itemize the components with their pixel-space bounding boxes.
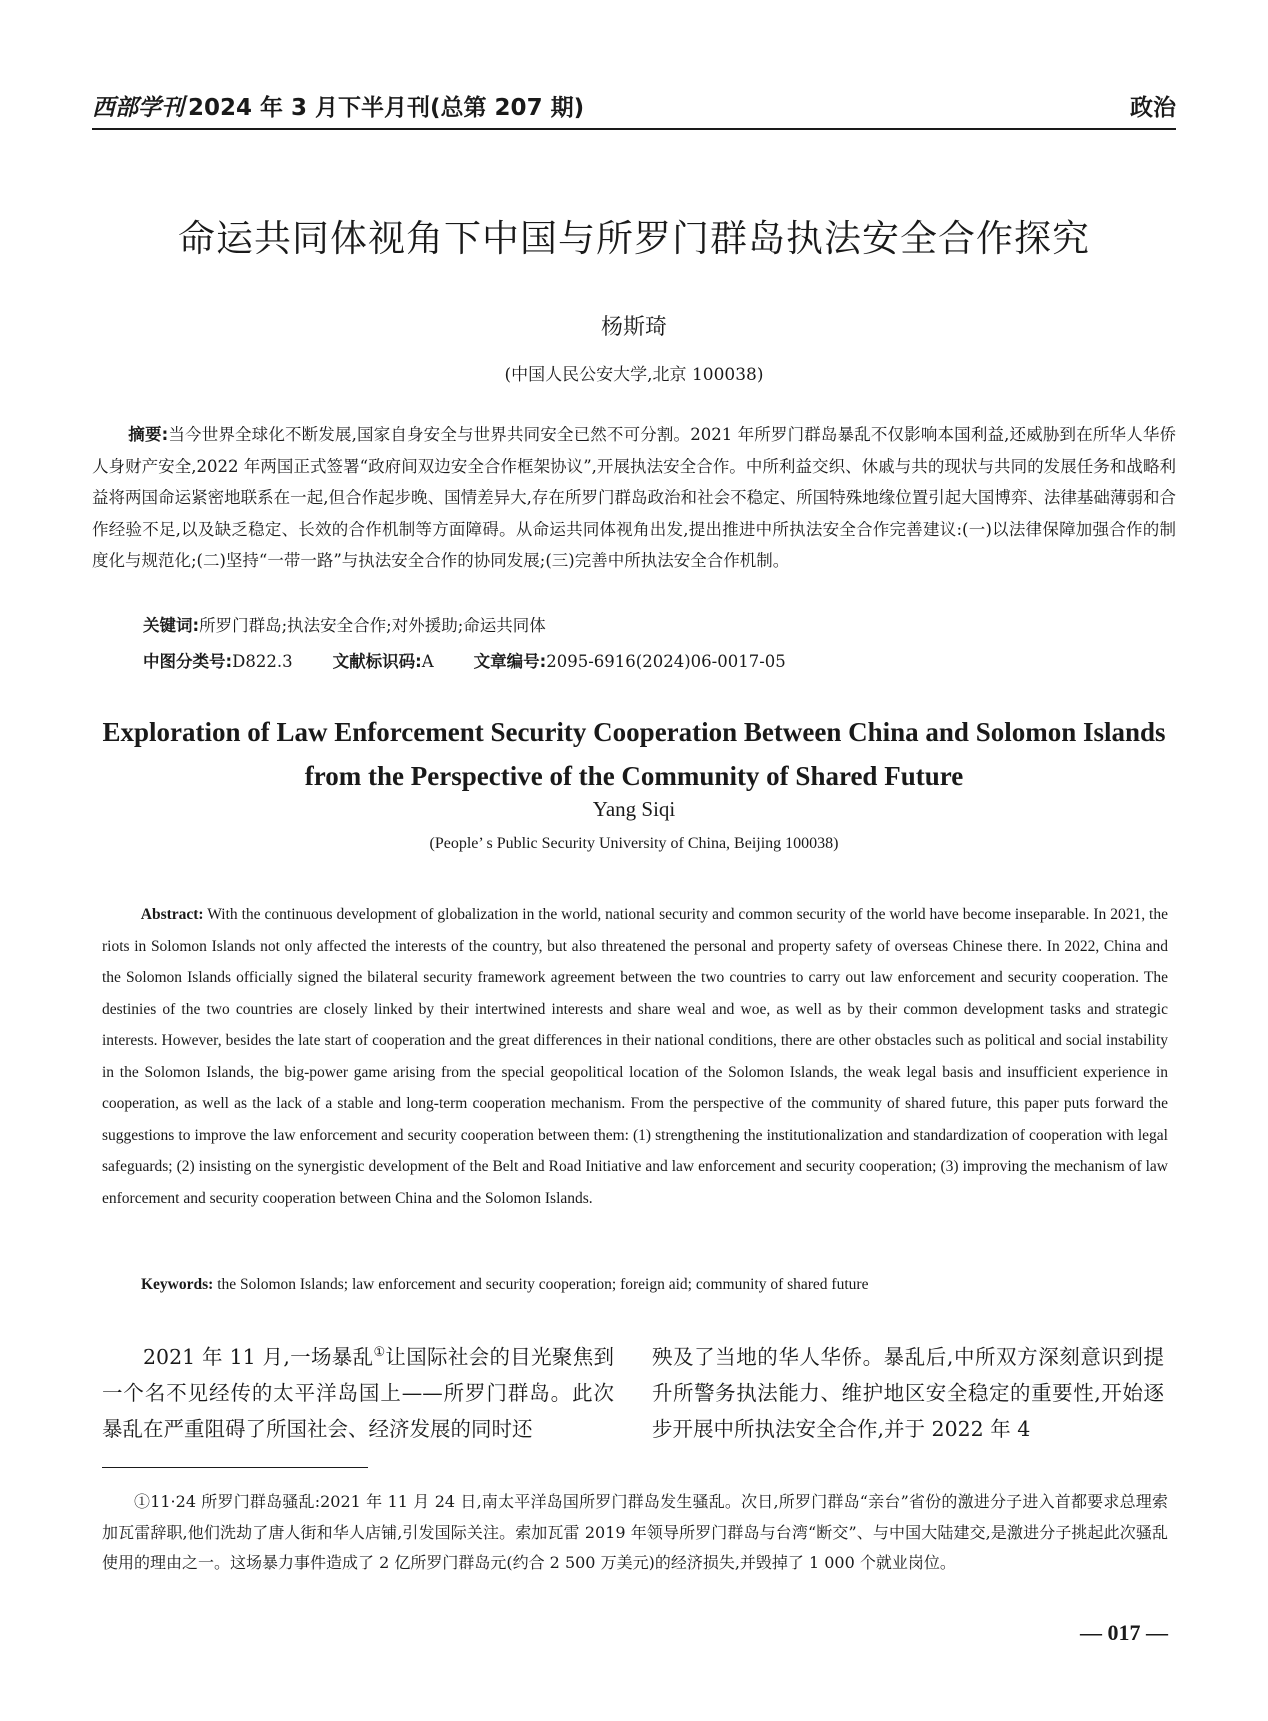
clc-label: 中图分类号: xyxy=(143,652,233,671)
abstract-en-text: With the continuous development of globalization in the world, national security and common security of the world have become inseparable. In 2021, the riots in Solomon Islands not only affected the interests of the country, but also threatened the personal and property safety of overseas Chinese there. In 2022, China and the Solomon Islands officially signed the bilateral security framework agreement between the two countries to carry out law enforcement and security cooperation. The destinies of the two countries are closely linked by their intertwined interests and share weal and woe, as well as by their common development tasks and strategic interests. However, besides the late start of cooperation and the great differences in their national conditions, there are other obstacles such as political and social instability in the Solomon Islands, the big-power game arising from the special geopolitical location of the Solomon Islands, the weak legal basis and insufficient experience in cooperation, as well as the lack of a stable and long-term cooperation mechanism. From the perspective of the community of shared future, this paper puts forward the suggestions to improve the law enforcement and security cooperation between them: (1) strengthening the institutionalization and standardization of cooperation with legal safeguards; (2) insisting on the synergistic development of the Belt and Road Initiative and law enforcement and security cooperation; (3) improving the mechanism of law enforcement and security cooperation between China and the Solomon Islands. xyxy=(102,906,1168,1207)
keywords-en-text: the Solomon Islands; law enforcement and security cooperation; foreign aid; community of shared future xyxy=(217,1276,869,1293)
affiliation-cn: (中国人民公安大学,北京 100038) xyxy=(504,365,764,385)
abstract-cn xyxy=(92,419,1176,577)
abstract-cn-label: 摘要: xyxy=(128,425,169,444)
abstract-en xyxy=(102,899,1168,1214)
keywords-cn xyxy=(143,612,1176,636)
body-column-left xyxy=(102,1339,614,1447)
keywords-en xyxy=(141,1276,1168,1294)
doc-code-item xyxy=(333,648,434,672)
article-no-label: 文章编号: xyxy=(473,652,547,671)
page-number: — 017 — xyxy=(1080,1620,1168,1645)
footnote-divider xyxy=(102,1467,368,1468)
body-text-left-pre: 2021 年 11 月,一场暴乱 xyxy=(143,1345,374,1369)
clc-value: D822.3 xyxy=(232,652,293,671)
journal-logo: 西部学刊 xyxy=(92,94,184,121)
article-no-value: 2095-6916(2024)06-0017-05 xyxy=(546,652,786,671)
keywords-en-label: Keywords: xyxy=(141,1276,214,1293)
author-en: Yang Siqi xyxy=(592,797,676,821)
journal-info xyxy=(92,89,584,122)
keywords-cn-text: 所罗门群岛;执法安全合作;对外援助;命运共同体 xyxy=(199,616,546,635)
keywords-cn-label: 关键词: xyxy=(143,616,200,635)
doc-code-label: 文献标识码: xyxy=(332,652,422,671)
article-no-item xyxy=(474,648,786,672)
abstract-cn-text: 当今世界全球化不断发展,国家自身安全与世界共同安全已然不可分割。2021 年所罗门群岛暴乱不仅影响本国利益,还威胁到在所华人华侨人身财产安全,2022 年两国正式签署“政府间双边安全合作框架协议”,开展执法安全合作。中所利益交织、休戚与共的现状与共同的发展任务和战略利益将两国命运紧密地联系在一起,但合作起步晚、国情差异大,存在所罗门群岛政治和社会不稳定、所国特殊地缘位置引起大国博弈、法律基础薄弱和合作经验不足,以及缺乏稳定、长效的合作机制等方面障碍。从命运共同体视角出发,提出推进中所执法安全合作完善建议:(一)以法律保障加强合作的制度化与规范化;(二)坚持“一带一路”与执法安全合作的协同发展;(三)完善中所执法安全合作机制。 xyxy=(92,425,1176,570)
clc-item xyxy=(143,648,293,672)
classification-line xyxy=(143,648,1176,672)
affiliation-en: (People’ s Public Security University of China, Beijing 100038) xyxy=(429,835,839,852)
body-column-right: 殃及了当地的华人华侨。暴乱后,中所双方深刻意识到提升所警务执法能力、维护地区安全稳定的重要性,开始逐步开展中所执法安全合作,并于 2022 年 4 xyxy=(652,1345,1164,1441)
section-label: 政治 xyxy=(1130,95,1176,121)
article-title-en: Exploration of Law Enforcement Security Cooperation Between China and Solomon Islands from the Perspective of the Community of Shared Future xyxy=(102,717,1166,791)
author-cn: 杨斯琦 xyxy=(600,315,667,340)
running-header xyxy=(92,82,1176,130)
issue-info: 2024 年 3 月下半月刊(总第 207 期) xyxy=(188,95,585,121)
abstract-en-label: Abstract: xyxy=(140,906,204,923)
footnote: ①11·24 所罗门群岛骚乱:2021 年 11 月 24 日,南太平洋岛国所罗门群岛发生骚乱。次日,所罗门群岛“亲台”省份的激进分子进入首都要求总理索加瓦雷辞职,他们洗劫了唐人街和华人店铺,引发国际关注。索加瓦雷 2019 年领导所罗门群岛与台湾“断交”、与中国大陆建交,是激进分子挑起此次骚乱使用的理由之一。这场暴力事件造成了 2 亿所罗门群岛元(约合 2 500 万美元)的经济损失,并毁掉了 1 000 个就业岗位。 xyxy=(102,1492,1168,1572)
footnote-marker: ① xyxy=(373,1345,386,1361)
article-title-cn: 命运共同体视角下中国与所罗门群岛执法安全合作探究 xyxy=(178,217,1090,260)
doc-code-value: A xyxy=(421,652,434,671)
body-text-left-post: 让国际社会的目光聚焦到一个名不见经传的太平洋岛国上——所罗门群岛。此次暴乱在严重阻碍了所国社会、经济发展的同时还 xyxy=(102,1345,615,1441)
